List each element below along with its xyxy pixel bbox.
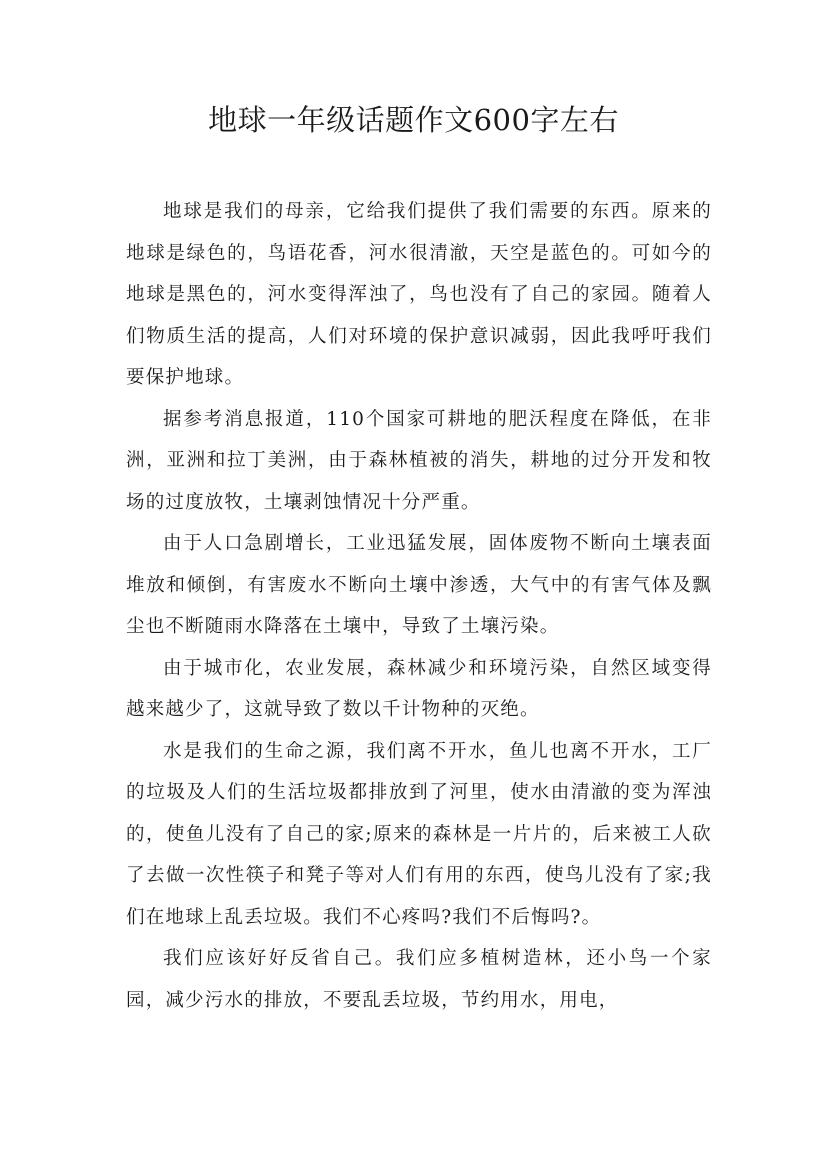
paragraph: 水是我们的生命之源，我们离不开水，鱼儿也离不开水，工厂的垃圾及人们的生活垃圾都排放到了河里，使水由清澈的变为浑浊的，使鱼儿没有了自己的家;原来的森林是一片片的，后来被工人砍了去做一次性筷子和凳子等对人们有用的东西，使鸟儿没有了家;我们在地球上乱丢垃圾。我们不心疼吗?我们不后悔吗?。	[126, 740, 712, 928]
document-title: 地球一年级话题作文600字左右	[208, 103, 619, 137]
paragraph: 由于人口急剧增长，工业迅猛发展，固体废物不断向土壤表面堆放和倾倒，有害废水不断向土壤中渗透，大气中的有害气体及飘尘也不断随雨水降落在土壤中，导致了土壤污染。	[126, 533, 712, 637]
paragraph: 地球是我们的母亲，它给我们提供了我们需要的东西。原来的地球是绿色的，鸟语花香，河水很清澈，天空是蓝色的。可如今的地球是黑色的，河水变得浑浊了，鸟也没有了自己的家园。随着人们物质生活的提高，人们对环境的保护意识减弱，因此我呼吁我们要保护地球。	[126, 201, 712, 388]
document-body	[126, 191, 712, 1021]
paragraph: 由于城市化，农业发展，森林减少和环境污染，自然区域变得越来越少了，这就导致了数以千计物种的灭绝。	[126, 657, 712, 720]
paragraph: 我们应该好好反省自己。我们应多植树造林，还小鸟一个家园，减少污水的排放，不要乱丢垃圾，节约用水，用电，	[126, 948, 712, 1011]
paragraph: 据参考消息报道，110个国家可耕地的肥沃程度在降低，在非洲，亚洲和拉丁美洲，由于森林植被的消失，耕地的过分开发和牧场的过度放牧，土壤剥蚀情况十分严重。	[126, 408, 712, 513]
